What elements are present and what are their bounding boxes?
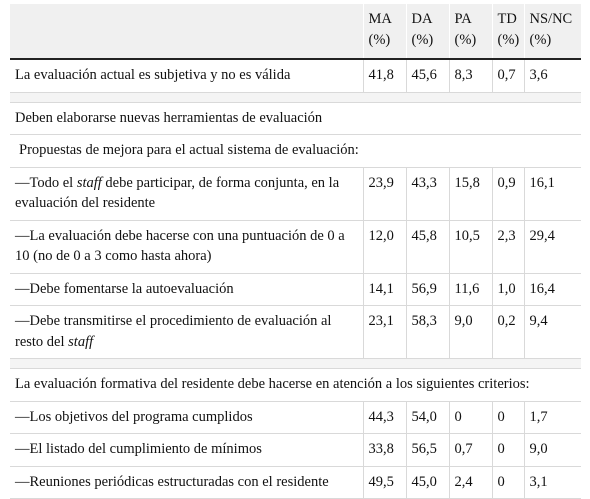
header-da: DA (%) xyxy=(406,4,449,59)
value-nsnc: 1,7 xyxy=(524,401,581,434)
row-label: —Debe fomentarse la autoevaluación xyxy=(10,273,363,306)
value-pa: 8,3 xyxy=(449,59,492,92)
section-row xyxy=(10,135,581,168)
table-row xyxy=(10,220,581,273)
table-row xyxy=(10,273,581,306)
value-da: 58,3 xyxy=(406,306,449,359)
row-label: —Todo el staff debe participar, de forma conjunta, en la evaluación del residente xyxy=(10,167,363,220)
header-nsnc: NS/NC (%) xyxy=(524,4,581,59)
section-spacer xyxy=(10,359,581,369)
value-nsnc: 16,4 xyxy=(524,273,581,306)
section-row xyxy=(10,102,581,135)
value-pa: 9,0 xyxy=(449,306,492,359)
row-label: —Debe transmitirse el procedimiento de evaluación al resto del staff xyxy=(10,306,363,359)
row-label: —Los objetivos del programa cumplidos xyxy=(10,401,363,434)
value-nsnc: 3,1 xyxy=(524,466,581,499)
value-pa: 0,7 xyxy=(449,434,492,467)
value-ma: 23,1 xyxy=(363,306,406,359)
value-td: 0 xyxy=(492,466,524,499)
section-heading: Deben elaborarse nuevas herramientas de evaluación xyxy=(10,102,581,135)
table-row xyxy=(10,306,581,359)
value-da: 54,0 xyxy=(406,401,449,434)
row-label: La evaluación actual es subjetiva y no es válida xyxy=(10,59,363,92)
header-ma: MA (%) xyxy=(363,4,406,59)
value-da: 45,8 xyxy=(406,220,449,273)
value-td: 1,0 xyxy=(492,273,524,306)
row-label: —Reuniones periódicas estructuradas con el residente xyxy=(10,466,363,499)
value-nsnc: 9,4 xyxy=(524,306,581,359)
value-pa: 10,5 xyxy=(449,220,492,273)
value-pa: 11,6 xyxy=(449,273,492,306)
header-td: TD (%) xyxy=(492,4,524,59)
row-label: —El listado del cumplimiento de mínimos xyxy=(10,434,363,467)
value-da: 45,0 xyxy=(406,466,449,499)
section-spacer xyxy=(10,92,581,102)
value-td: 0,7 xyxy=(492,59,524,92)
value-ma: 41,8 xyxy=(363,59,406,92)
value-ma: 49,5 xyxy=(363,466,406,499)
header-pa: PA (%) xyxy=(449,4,492,59)
table-row xyxy=(10,401,581,434)
value-td: 0,2 xyxy=(492,306,524,359)
table-row xyxy=(10,167,581,220)
value-td: 2,3 xyxy=(492,220,524,273)
value-nsnc: 29,4 xyxy=(524,220,581,273)
value-da: 43,3 xyxy=(406,167,449,220)
value-da: 45,6 xyxy=(406,59,449,92)
section-heading: Propuestas de mejora para el actual sistema de evaluación: xyxy=(10,135,581,168)
value-pa: 2,4 xyxy=(449,466,492,499)
table-row xyxy=(10,434,581,467)
value-ma: 14,1 xyxy=(363,273,406,306)
row-label: —La evaluación debe hacerse con una puntuación de 0 a 10 (no de 0 a 3 como hasta ahora) xyxy=(10,220,363,273)
value-td: 0,9 xyxy=(492,167,524,220)
value-ma: 12,0 xyxy=(363,220,406,273)
header-row xyxy=(10,4,581,59)
value-ma: 33,8 xyxy=(363,434,406,467)
value-td: 0 xyxy=(492,401,524,434)
value-pa: 15,8 xyxy=(449,167,492,220)
value-ma: 44,3 xyxy=(363,401,406,434)
value-ma: 23,9 xyxy=(363,167,406,220)
value-pa: 0 xyxy=(449,401,492,434)
value-da: 56,5 xyxy=(406,434,449,467)
table-row xyxy=(10,59,581,92)
value-nsnc: 9,0 xyxy=(524,434,581,467)
value-da: 56,9 xyxy=(406,273,449,306)
section-row xyxy=(10,369,581,402)
value-td: 0 xyxy=(492,434,524,467)
survey-table xyxy=(10,4,581,499)
value-nsnc: 16,1 xyxy=(524,167,581,220)
value-nsnc: 3,6 xyxy=(524,59,581,92)
section-heading: La evaluación formativa del residente debe hacerse en atención a los siguientes criterios: xyxy=(10,369,581,402)
header-label-cell xyxy=(10,4,363,59)
